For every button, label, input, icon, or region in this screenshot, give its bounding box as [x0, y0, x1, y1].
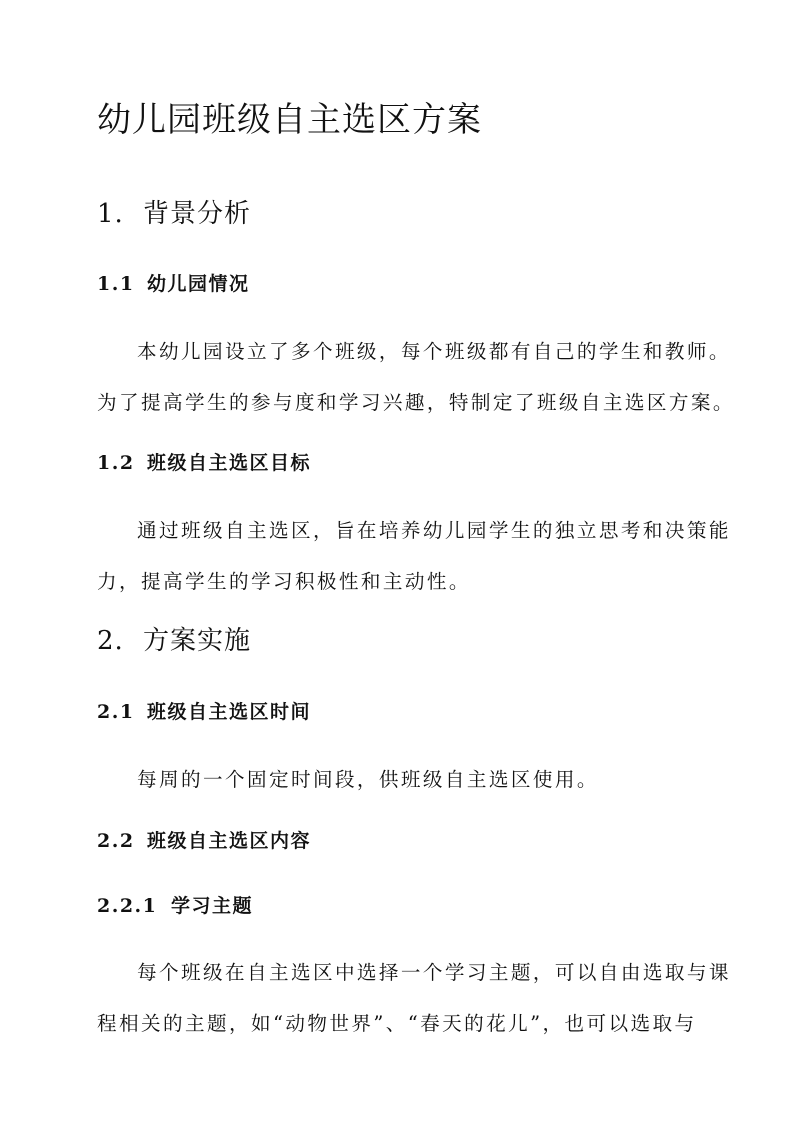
paragraph-line: 为了提高学生的参与度和学习兴趣，特制定了班级自主选区方案。 — [97, 391, 735, 414]
paragraph-line: 每个班级在自主选区中选择一个学习主题，可以自由选取与课 — [137, 961, 731, 984]
subsubsection-title: 学习主题 — [171, 895, 254, 917]
paragraph-1-2 — [97, 505, 731, 607]
paragraph-line: 力，提高学生的学习积极性和主动性。 — [97, 570, 471, 593]
subsection-title: 班级自主选区时间 — [147, 701, 312, 723]
subsection-number: 1.1 — [97, 273, 135, 295]
section-number: 2. — [97, 626, 124, 656]
subsubsection-number: 2.2.1 — [97, 895, 158, 917]
paragraph-1-1 — [97, 326, 735, 428]
subsection-heading-1-2 — [97, 450, 311, 476]
section-heading-2 — [97, 624, 251, 658]
subsection-number: 2.1 — [97, 701, 135, 723]
subsection-heading-2-2 — [97, 828, 311, 854]
subsection-title: 班级自主选区内容 — [147, 830, 312, 852]
section-title: 方案实施 — [143, 626, 252, 656]
paragraph-line: 本幼儿园设立了多个班级，每个班级都有自己的学生和教师。 — [137, 340, 731, 363]
subsubsection-heading-2-2-1 — [97, 893, 253, 919]
section-heading-1 — [97, 197, 251, 231]
subsection-number: 1.2 — [97, 452, 135, 474]
document-title: 幼儿园班级自主选区方案 — [97, 100, 482, 140]
subsection-number: 2.2 — [97, 830, 135, 852]
section-title: 背景分析 — [143, 199, 252, 229]
subsection-heading-2-1 — [97, 699, 311, 725]
paragraph-line: 通过班级自主选区，旨在培养幼儿园学生的独立思考和决策能 — [137, 519, 731, 542]
paragraph-line: 程相关的主题，如“动物世界”、“春天的花儿”，也可以选取与 — [97, 1012, 697, 1035]
paragraph-2-1 — [97, 754, 703, 805]
paragraph-2-2-1 — [97, 947, 731, 1049]
paragraph-line: 每周的一个固定时间段，供班级自主选区使用。 — [137, 768, 599, 791]
subsection-heading-1-1 — [97, 271, 250, 297]
section-number: 1. — [97, 199, 124, 229]
subsection-title: 班级自主选区目标 — [147, 452, 312, 474]
subsection-title: 幼儿园情况 — [147, 273, 250, 295]
